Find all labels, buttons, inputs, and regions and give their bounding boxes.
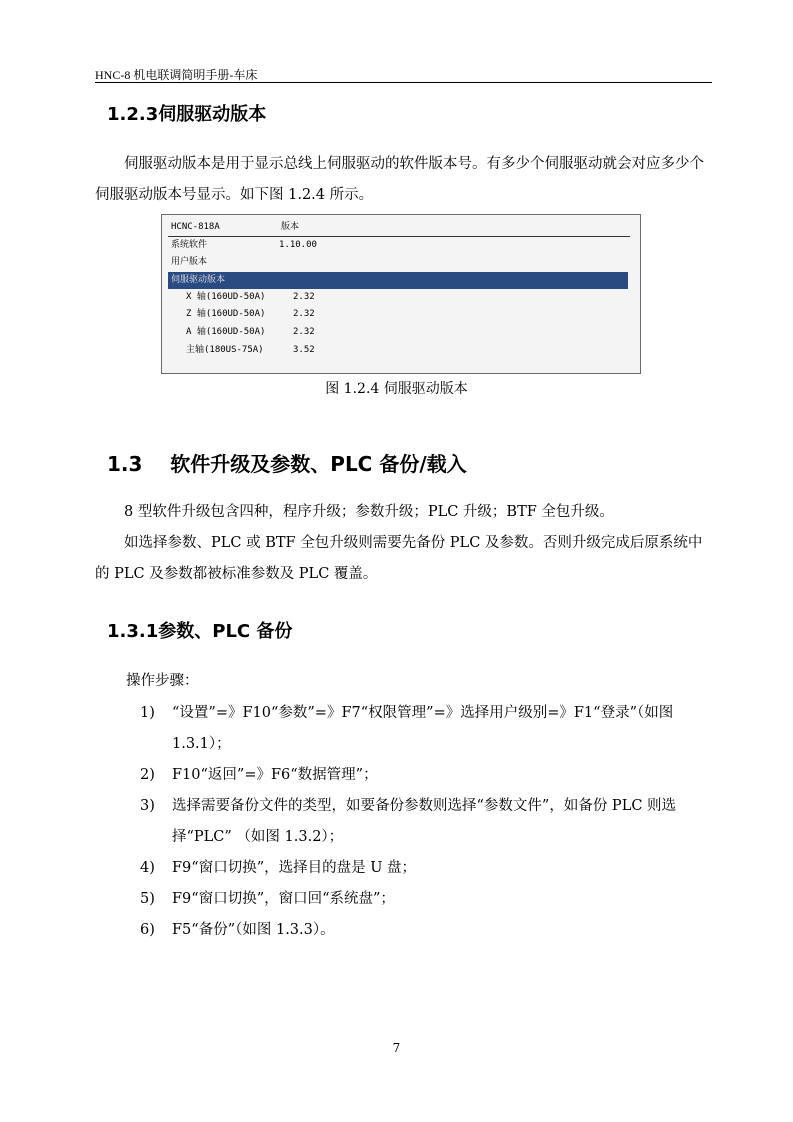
row-value: 2.32	[293, 327, 315, 337]
row-value: 2.32	[293, 292, 315, 302]
screen-row-system-software[interactable]	[162, 237, 640, 254]
row-label: A 轴(160UD-50A)	[186, 327, 266, 337]
step-number: 3)	[140, 798, 155, 814]
row-label: X 轴(160UD-50A)	[186, 292, 266, 302]
row-label: Z 轴(160UD-50A)	[186, 309, 266, 319]
step-text: 选择需要备份文件的类型，如要备份参数则选择“参数文件”，如备份 PLC 则选择“PLC” （如图 1.3.2）；	[172, 798, 677, 845]
servo-version-screenshot	[161, 214, 641, 374]
screen-row-spindle[interactable]	[162, 342, 640, 359]
row-label: 主轴(180US-75A)	[186, 345, 264, 355]
screen-header-row	[162, 219, 640, 236]
step-number: 1)	[140, 705, 155, 721]
screen-row-servo-drive-version-selected[interactable]	[168, 272, 628, 289]
section-heading-1-3-1: 1.3.1参数、PLC 备份	[107, 621, 293, 642]
page-number: 7	[392, 1041, 401, 1055]
section-heading-1-2-3: 1.2.3伺服驱动版本	[107, 104, 267, 125]
row-label: 用户版本	[171, 257, 208, 267]
section-heading-1-3: 1.3 软件升级及参数、PLC 备份/载入	[107, 452, 467, 476]
step-number: 6)	[140, 922, 155, 938]
screen-row-z-axis[interactable]	[162, 306, 640, 323]
step-number: 4)	[140, 860, 155, 876]
steps-intro: 操作步骤：	[126, 673, 199, 689]
screen-row-a-axis[interactable]	[162, 324, 640, 341]
screen-header-model: HCNC-818A	[171, 222, 220, 232]
section-1-3-paragraph-2: 如选择参数、PLC 或 BTF 全包升级则需要先备份 PLC 及参数。否则升级完成后原系统中的 PLC 及参数都被标准参数及 PLC 覆盖。	[95, 535, 703, 582]
header-divider	[95, 82, 712, 83]
step-text: F9“窗口切换”，窗口回“系统盘”；	[172, 891, 395, 907]
section-1-2-3-paragraph: 伺服驱动版本是用于显示总线上伺服驱动的软件版本号。有多少个伺服驱动就会对应多少个伺服驱动版本号显示。如下图 1.2.4 所示。	[95, 156, 704, 203]
row-label: 系统软件	[171, 240, 208, 250]
screen-row-x-axis[interactable]	[162, 289, 640, 306]
section-1-3-paragraph-1: 8 型软件升级包含四种，程序升级；参数升级；PLC 升级；BTF 全包升级。	[124, 504, 614, 520]
row-value: 1.10.00	[279, 240, 317, 250]
screen-header-version: 版本	[281, 222, 300, 232]
step-text: “设置”=》F10“参数”=》F7“权限管理”=》选择用户级别=》F1“登录”（如图 1.3.1）；	[172, 705, 674, 752]
row-value: 3.52	[293, 345, 315, 355]
step-number: 5)	[140, 891, 155, 907]
row-label: 伺服驱动版本	[171, 275, 226, 285]
step-number: 2)	[140, 767, 155, 783]
running-header: HNC-8 机电联调简明手册-车床	[95, 68, 258, 82]
row-value: 2.32	[293, 309, 315, 319]
figure-caption: 图 1.2.4 伺服驱动版本	[325, 381, 468, 397]
screen-row-user-version[interactable]	[162, 254, 640, 271]
step-text: F10“返回”=》F6“数据管理”；	[172, 767, 378, 783]
step-text: F9“窗口切换”，选择目的盘是 U 盘；	[172, 860, 417, 876]
step-text: F5“备份”（如图 1.3.3）。	[172, 922, 335, 938]
